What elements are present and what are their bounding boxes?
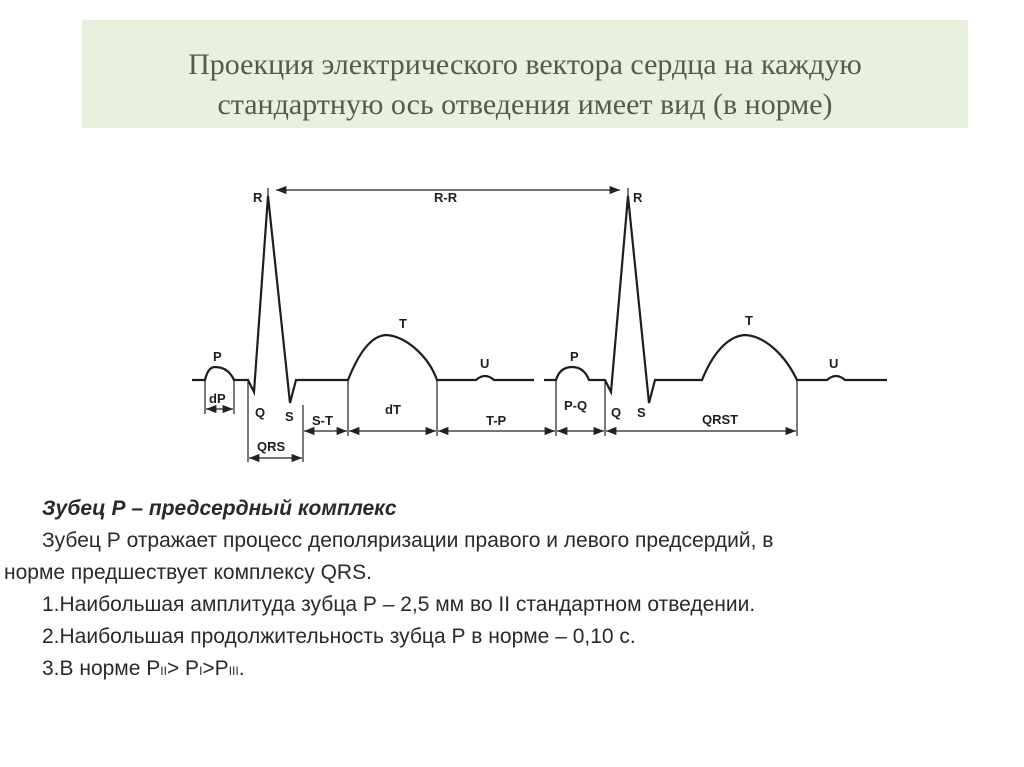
label-pq: P-Q <box>564 398 588 413</box>
text-block <box>0 493 1000 687</box>
ecg-trace-cycle-1 <box>192 196 534 403</box>
list-item-2: 2.Наибольшая продолжительность зубца Р в норме – 0,10 с. <box>42 625 636 648</box>
description-line-2: норме предшествует комплексу QRS. <box>4 561 372 584</box>
item3-gt: >Р <box>202 657 229 680</box>
label-p-2: P <box>570 349 579 364</box>
label-qrs: QRS <box>257 439 286 454</box>
label-u-2: U <box>829 356 839 371</box>
item3-mid: > Р <box>166 657 200 680</box>
ecg-trace-cycle-2 <box>544 196 887 403</box>
list-item-3 <box>0 653 1000 687</box>
label-st: S-T <box>312 413 333 428</box>
label-rr: R-R <box>434 190 458 205</box>
label-dt: dT <box>385 402 401 417</box>
label-p-1: P <box>213 349 222 364</box>
label-q-1: Q <box>255 405 266 420</box>
label-qrst: QRST <box>702 412 739 427</box>
list-item-1: 1.Наибольшая амплитуда зубца Р – 2,5 мм во II стандартном отведении. <box>42 593 756 616</box>
label-r-1: R <box>253 190 263 205</box>
label-r-2: R <box>633 190 643 205</box>
label-t-1: T <box>399 316 407 331</box>
item3-prefix: 3.В норме Р <box>42 657 161 680</box>
label-q-2: Q <box>611 405 622 420</box>
item3-sub-iii: III <box>228 664 239 678</box>
label-s-2: S <box>637 405 646 420</box>
title-line-1: Проекция электрического вектора сердца на каждую <box>188 48 862 81</box>
item3-sub-i: I <box>199 664 203 678</box>
label-t-2: T <box>745 313 753 328</box>
label-u-1: U <box>480 356 490 371</box>
section-heading: Зубец Р – предсердный комплекс <box>42 497 397 520</box>
label-tp: T-P <box>486 413 507 428</box>
item3-sub-ii: II <box>160 664 167 678</box>
label-dp: dP <box>209 391 226 406</box>
item3-end: . <box>238 657 245 680</box>
label-s-1: S <box>285 409 294 424</box>
description-line-1: Зубец Р отражает процесс деполяризации правого и левого предсердий, в <box>42 529 774 552</box>
title-line-2: стандартную ось отведения имеет вид (в норме) <box>217 88 833 121</box>
